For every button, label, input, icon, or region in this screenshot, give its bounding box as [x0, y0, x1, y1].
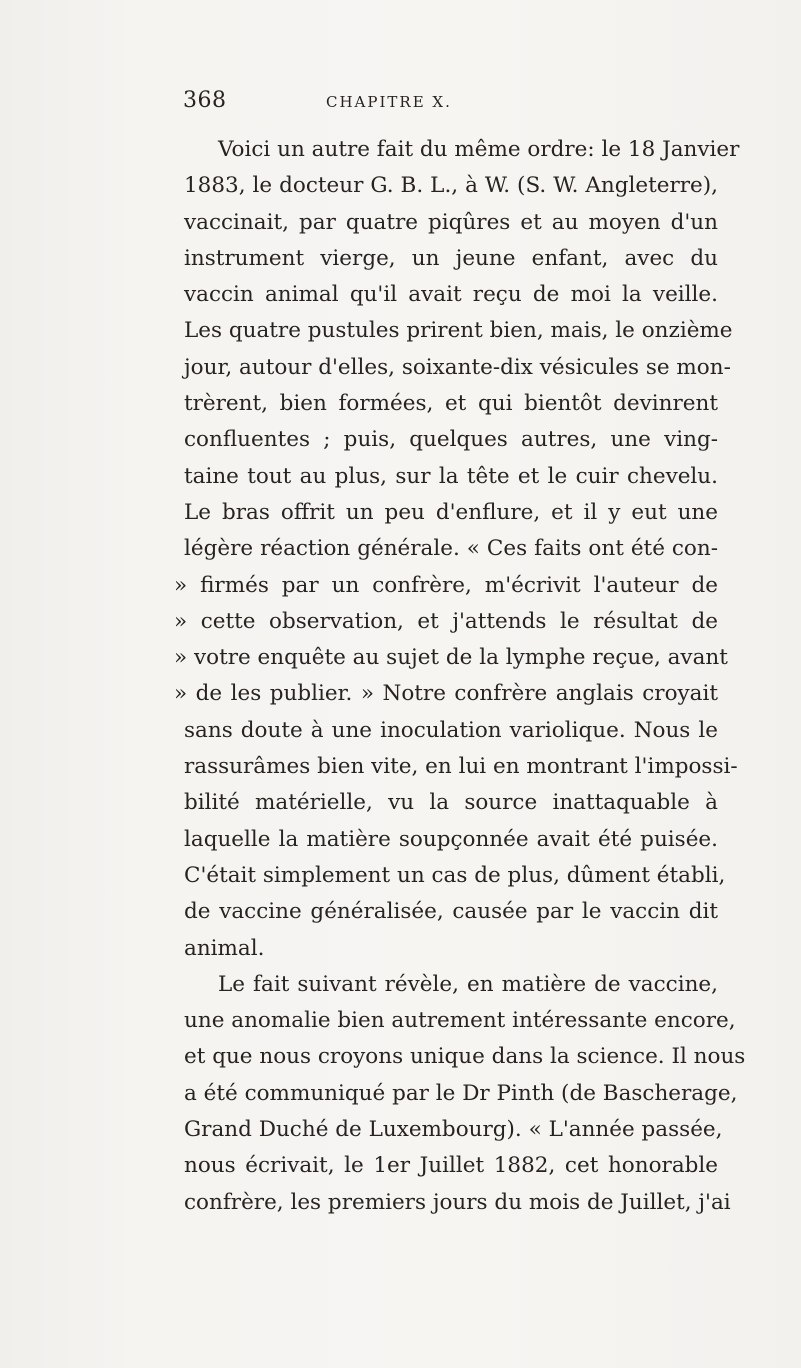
text-line: vaccin animal qu'il avait reçu de moi la veille. [184, 282, 718, 308]
text-line: confrère, les premiers jours du mois de Juillet, j'ai [184, 1189, 731, 1215]
text-line: instrument vierge, un jeune enfant, avec du [184, 245, 718, 271]
text-line: et que nous croyons unique dans la science. Il nous [184, 1044, 746, 1070]
text-line: de vaccine généralisée, causée par le vaccin dit [184, 899, 718, 925]
text-line: bilité matérielle, vu la source inattaquable à [184, 790, 718, 816]
text-line: Grand Duché de Luxembourg). « L'année passée, [184, 1117, 723, 1143]
text-line: animal. [184, 935, 265, 961]
text-line: une anomalie bien autrement intéressante encore, [184, 1008, 736, 1034]
text-line: confluentes ; puis, quelques autres, une ving- [184, 427, 718, 453]
body-text [174, 132, 746, 1221]
text-line: sans doute à une inoculation variolique. Nous le [184, 717, 718, 743]
text-line: Le fait suivant révèle, en matière de vaccine, [218, 971, 718, 997]
chapter-title: CHAPITRE X. [326, 93, 452, 111]
text-line: Les quatre pustules prirent bien, mais, le onzième [184, 318, 733, 344]
text-line: » votre enquête au sujet de la lymphe reçue, avant [174, 645, 728, 671]
text-line: » firmés par un confrère, m'écrivit l'auteur de [174, 572, 718, 598]
text-line: vaccinait, par quatre piqûres et au moyen d'un [184, 209, 718, 235]
text-line: » cette observation, et j'attends le résultat de [174, 608, 718, 634]
running-head [0, 88, 801, 118]
text-line: » de les publier. » Notre confrère anglais croyait [174, 681, 718, 707]
page-number: 368 [183, 88, 227, 113]
text-line: laquelle la matière soupçonnée avait été puisée. [184, 826, 718, 852]
text-line: 1883, le docteur G. B. L., à W. (S. W. Angleterre), [184, 173, 718, 199]
text-line: jour, autour d'elles, soixante-dix vésicules se mon- [184, 354, 731, 380]
text-line: trèrent, bien formées, et qui bientôt devinrent [184, 391, 718, 417]
text-line: Le bras offrit un peu d'enflure, et il y eut une [184, 499, 718, 525]
text-line: C'était simplement un cas de plus, dûment établi, [184, 862, 726, 888]
text-line: Voici un autre fait du même ordre: le 18 Janvier [218, 137, 740, 162]
text-line: légère réaction générale. « Ces faits ont été con- [184, 536, 718, 562]
text-line: taine tout au plus, sur la tête et le cuir chevelu. [184, 463, 718, 489]
text-line: nous écrivait, le 1er Juillet 1882, cet honorable [184, 1153, 718, 1179]
text-line: rassurâmes bien vite, en lui en montrant l'impossi- [184, 754, 738, 780]
text-line: a été communiqué par le Dr Pinth (de Bascherage, [184, 1080, 738, 1106]
